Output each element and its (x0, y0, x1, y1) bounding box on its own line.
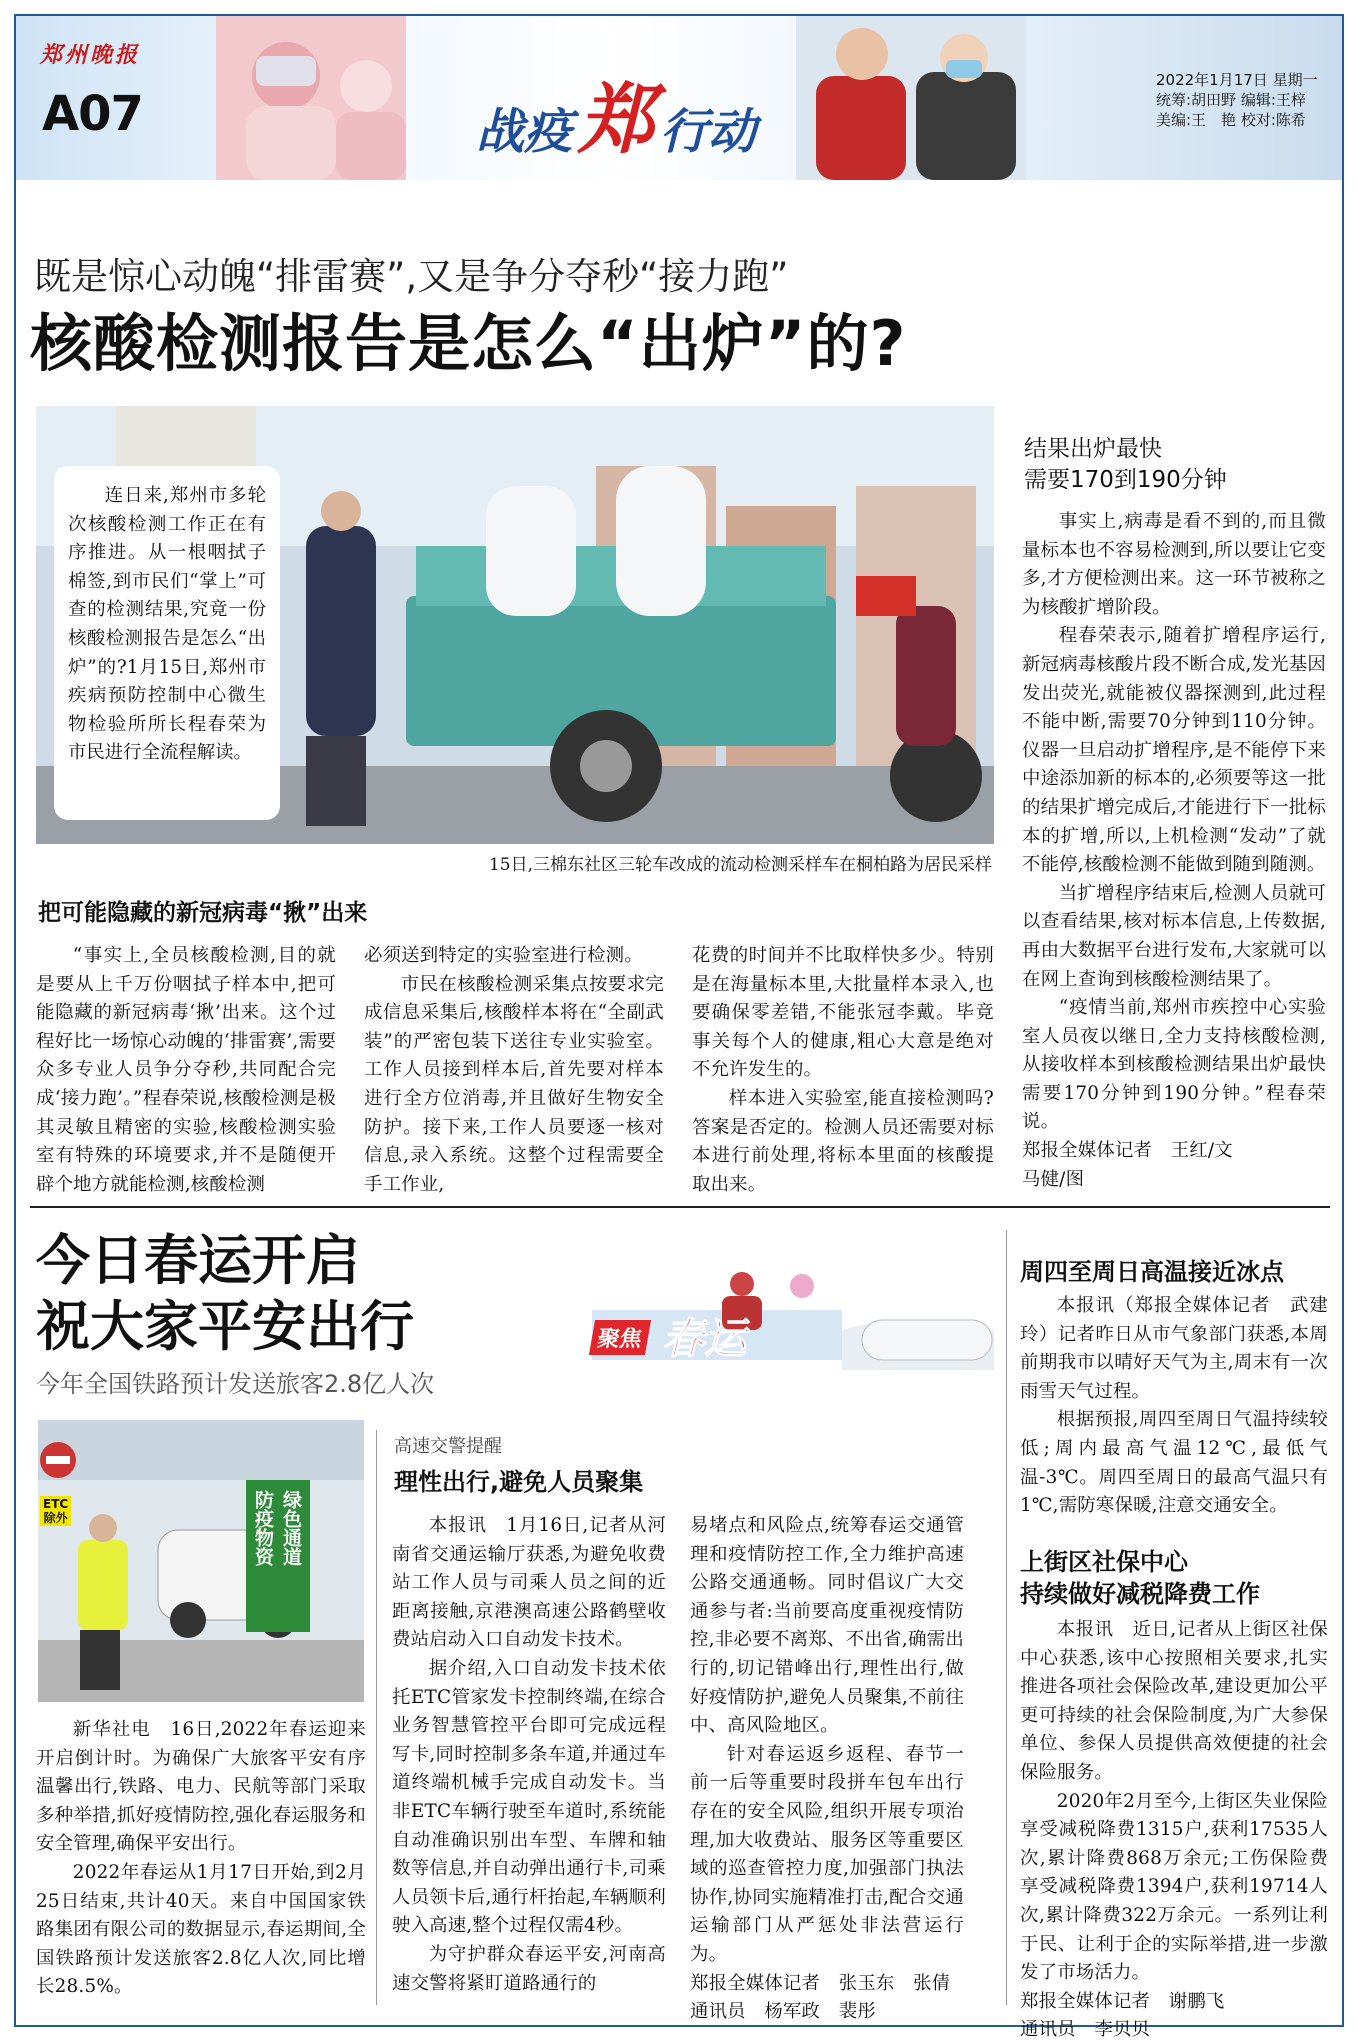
story1-headline: 核酸检测报告是怎么“出炉”的? (30, 307, 907, 380)
column-title-a: 战疫 (476, 103, 573, 160)
story4-p1: 本报讯（郑报全媒体记者 武建玲）记者昨日从市气象部门获悉,本周前期我市以晴好天气为主,周末有一次雨雪天气过程。 (1020, 1295, 1328, 1402)
story1-byline-2: 马健/图 (1022, 1168, 1085, 1190)
story2-headline-1: 今日春运开启 (36, 1229, 360, 1292)
story1-col2-text: 必须送到特定的实验室进行检测。 (364, 945, 643, 966)
story2-photo (38, 1420, 364, 1702)
story3-col1b: 据介绍,入口自动发卡技术依托ETC管家发卡控制终端,在综合业务智慧管控平台即可完成远程写卡,同时控制多条车道,并通过车道终端机械手完成自动发卡。当非ETC车辆行驶至车道时,系统能自动准确识别出车型、车牌和轴数等信息,并自动弹出通行卡,司乘人员领卡后,通行杆抬起,车辆顺利驶入高速,整个过程仅需4秒。 (392, 1657, 666, 1937)
story1-col3 (692, 942, 994, 1199)
story2-body-2: 2022年春运从1月17日开始,到2月25日结束,共计40天。来自中国国家铁路集团有限公司的数据显示,春运期间,全国铁路预计发送旅客2.8亿人次,同比增长28.5%。 (36, 1861, 366, 1998)
story5-byline-2: 通讯员 李贝贝 (1020, 2019, 1151, 2041)
story2-subhead: 今年全国铁路预计发送旅客2.8亿人次 (36, 1370, 435, 1398)
story1-byline-1: 郑报全媒体记者 王红/文 (1022, 1140, 1233, 1162)
story3-col2a: 易堵点和风险点,统筹春运交通管理和疫情防控工作,全力维护高速公路交通通畅。同时倡议广大交通参与者:当前要高度重视疫情防控,非必要不离郑、不出省,确需出行的,切记错峰出行,理性出行,做好疫情防护,避免人员聚集,不前往中、高风险地区。 (690, 1515, 964, 1737)
story4-body (1020, 1292, 1328, 1521)
story1-col3-text: 花费的时间并不比取样快多少。特别是在海量标本里,大批量样本录入,也要确保零差错,不能张冠李戴。毕竟事关每个人的健康,粗心大意是绝对不允许发生的。 (692, 945, 994, 1081)
story2-body-1: 新华社电 16日,2022年春运迎来开启倒计时。为确保广大旅客平安有序温馨出行,铁路、电力、民航等部门采取多种举措,抓好疫情防控,强化春运服务和安全管理,确保平安出行。 (36, 1719, 366, 1855)
story3-byline-2: 通讯员 杨军政 裴彤 (690, 2001, 876, 2023)
story1-col4c: 当扩增程序结束后,检测人员就可以查看结果,核对标本信息,上传数据,再由大数据平台进行发布,大家就可以在网上查询到核酸检测结果了。 (1022, 882, 1326, 990)
story1-col4 (1022, 508, 1326, 1194)
column-rule-right (1006, 1230, 1007, 2005)
story3-col2 (690, 1512, 964, 2027)
story1-col4a: 事实上,病毒是看不到的,而且微量标本也不容易检测到,所以要让它变多,才方便检测出来。这一环节被称之为核酸扩增阶段。 (1022, 511, 1326, 618)
etc-sign (40, 1496, 71, 1526)
story3-col1 (392, 1512, 666, 1998)
paper-name: 郑州晚报 (40, 43, 141, 68)
story2-headline (36, 1228, 414, 1360)
badge-art (592, 1270, 994, 1370)
etc-sign-line2: 除外 (43, 1511, 68, 1525)
story5-byline-1: 郑报全媒体记者 谢鹏飞 (1020, 1990, 1225, 2012)
story5-p2: 2020年2月至今,上街区失业保险享受减税降费1315户,获利17535人次,累计降费868万余元;工伤保险费享受减税降费1394户,获利19714人次,累计降费322万余元。一系列让利于民、让利于企的实际举措,进一步激发了市场活力。 (1020, 1790, 1328, 1984)
story5-headline-2: 持续做好减税降费工作 (1020, 1580, 1260, 1608)
story1-lead: 连日来,郑州市多轮次核酸检测工作正在有序推进。从一根咽拭子棉签,到市民们“掌上”可查的检测结果,究竟一份核酸检测报告是怎么“出炉”的?1月15日,郑州市疾病预防控制中心微生物检验所所长程春荣为市民进行全流程解读。 (68, 485, 266, 764)
story1-kicker: 既是惊心动魄“排雷赛”,又是争分夺秒“接力跑” (34, 255, 789, 298)
credits-line-1: 统筹:胡田野 编辑:王梓 (1156, 91, 1306, 109)
story5-headline-1: 上街区社保中心 (1020, 1548, 1188, 1576)
story4-p2: 根据预报,周四至周日气温持续较低;周内最高气温12℃,最低气温-3℃。周四至周日的最高气温只有1℃,需防寒保暖,注意交通安全。 (1020, 1409, 1328, 1517)
masthead-meta (1156, 70, 1318, 130)
green-channel-board (276, 1490, 302, 1566)
story1-col4d: “疫情当前,郑州市疾控中心实验室人员夜以继日,全力支持核酸检测,从接收样本到核酸检测结果出炉最快需要170分钟到190分钟。”程春荣说。 (1022, 997, 1326, 1133)
story3-col2b: 针对春运返乡返程、春节一前一后等重要时段拼车包车出行存在的安全风险,组织开展专项治理,加大收费站、服务区等重要区域的巡查管控力度,加强部门执法协作,协同实施精准打击,配合交通运输部门从严惩处非法营运行为。 (690, 1743, 964, 1965)
section2-title-line1: 结果出炉最快 (1024, 436, 1162, 462)
badge-focus: 聚焦 (589, 1320, 651, 1355)
story3-col1c: 为守护群众春运平安,河南高速交警将紧盯道路通行的 (392, 1943, 666, 1994)
story2-headline-2: 祝大家平安出行 (36, 1295, 414, 1358)
banner-photo-medics (216, 16, 406, 180)
badge-chunyun: 春运 (662, 1314, 747, 1363)
page-number: A07 (42, 86, 143, 142)
story1-photo-caption: 15日,三棉东社区三轮车改成的流动检测采样车在桐柏路为居民采样 (488, 855, 992, 875)
story1-col1-text: “事实上,全员核酸检测,目的就是要从上千万份咽拭子样本中,把可能隐藏的新冠病毒‘揪’出来。这个过程好比一场惊心动魄的‘排雷赛’,需要众多专业人员争分夺秒,共同配合完成‘接力跑’。”程春荣说,核酸检测是极其灵敏且精密的实验,核酸检测实验室有特殊的环境要求,并不是随便开辟个地方就能检测,核酸检测 (36, 945, 336, 1195)
board-text-2: 防疫物资 (252, 1490, 274, 1566)
column-title-b: 郑 (578, 74, 655, 164)
story1-section2-title (1024, 434, 1227, 496)
story3-col1a: 本报讯 1月16日,记者从河南省交通运输厅获悉,为避免收费站工作人员与司乘人员之间的近距离接触,京港澳高速公路鹤壁收费站启动入口自动发卡技术。 (392, 1515, 666, 1651)
section2-title-line2: 需要170到190分钟 (1024, 467, 1227, 493)
credits-line-2: 美编:王 艳 校对:陈希 (1156, 111, 1306, 129)
story3-kicker: 高速交警提醒 (394, 1436, 502, 1457)
column-title-c: 行动 (660, 103, 757, 160)
story2-body (36, 1716, 366, 2002)
banner-photo-volunteers (796, 16, 1026, 180)
story1-section1-title: 把可能隐藏的新冠病毒“揪”出来 (38, 900, 368, 926)
board-text-1: 绿色通道 (280, 1490, 302, 1566)
chunyun-badge (592, 1270, 994, 1370)
story1-col1 (36, 942, 336, 1199)
issue-date: 2022年1月17日 星期一 (1156, 71, 1318, 89)
story1-col2 (364, 942, 664, 1199)
story5-p1: 本报讯 近日,记者从上街区社保中心获悉,该中心按照相关要求,扎实推进各项社会保险改革,建设更加公平更可持续的社会保险制度,为广大参保单位、参保人员提供高效便捷的社会保险服务。 (1020, 1619, 1328, 1783)
story5-headline (1020, 1546, 1260, 1610)
story1-col2b-text: 市民在核酸检测采集点按要求完成信息采集后,核酸样本将在“全副武装”的严密包装下送往专业实验室。工作人员接到样本后,首先要对样本进行全方位消毒,并且做好生物安全防护。接下来,工作人员要逐一核对信息,录入系统。这整个过程需要全手工作业, (364, 973, 664, 1195)
column-title (476, 74, 757, 172)
story4-headline: 周四至周日高温接近冰点 (1020, 1258, 1284, 1286)
masthead-banner (16, 16, 1342, 180)
story1-lead-box (54, 466, 280, 820)
etc-sign-line1: ETC (43, 1497, 69, 1511)
story1-col3b-text: 样本进入实验室,能直接检测吗?答案是否定的。检测人员还需要对标本进行前处理,将标本里面的核酸提取出来。 (692, 1087, 994, 1195)
story5-body (1020, 1616, 1328, 2041)
story3-byline-1: 郑报全媒体记者 张玉东 张倩 (690, 1972, 951, 1994)
epidemic-supplies-board (248, 1490, 274, 1566)
story3-headline: 理性出行,避免人员聚集 (394, 1468, 644, 1496)
story1-col4b: 程春荣表示,随着扩增程序运行,新冠病毒核酸片段不断合成,发光基因发出荧光,就能被仪器探测到,此过程不能中断,需要70分钟到110分钟。仪器一旦启动扩增程序,是不能停下来中途添加新的标本的,必须要等这一批的结果扩增完成后,才能进行下一批标本的扩增,所以,上机检测“发动”了就不能停,核酸检测不能做到随到随测。 (1022, 625, 1326, 876)
section-divider (30, 1206, 1330, 1208)
column-rule (376, 1430, 377, 2005)
